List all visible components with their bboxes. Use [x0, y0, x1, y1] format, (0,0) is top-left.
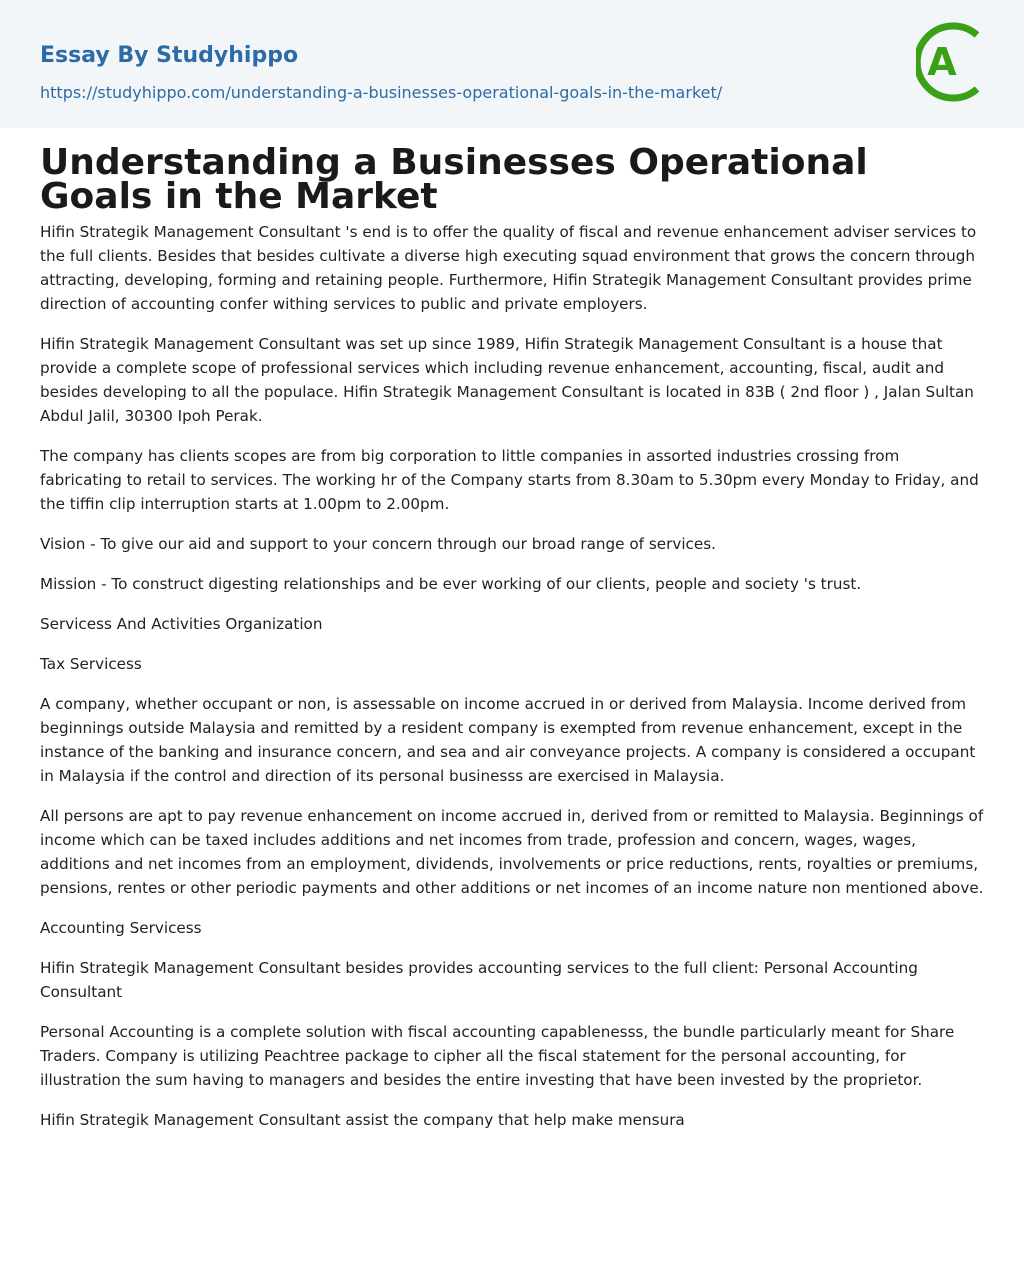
site-header: [0, 0, 1024, 128]
logo-letter: A: [927, 40, 957, 84]
mission-paragraph: Mission - To construct digesting relationships and be ever working of our clients, people and society 's trust.: [40, 575, 862, 593]
paragraph: Hifin Strategik Management Consultant 's end is to offer the quality of fiscal and revenue enhancement adviser services to the full clients. Besides that besides cultivate a diverse high executing squad environment that grows the concern through attracting, developing, forming and retaining people. Furthermore, Hifin Strategik Management Consultant provides prime direction of accounting confer withing services to public and private employers.: [40, 223, 977, 313]
paragraph: Hifin Strategik Management Consultant assist the company that help make mensura: [40, 1111, 685, 1129]
paragraph: All persons are apt to pay revenue enhancement on income accrued in, derived from or remitted to Malaysia. Beginnings of income which can be taxed includes additions and net incomes from trade, profession and concern, wages, wages, additions and net incomes from an employment, dividends, involvements or price reductions, rents, royalties or premiums, pensions, rentes or other periodic payments and other additions or net incomes of an income nature non mentioned above.: [40, 807, 984, 897]
vision-paragraph: Vision - To give our aid and support to your concern through our broad range of services.: [40, 535, 716, 553]
paragraph: A company, whether occupant or non, is assessable on income accrued in or derived from Malaysia. Income derived from beginnings outside Malaysia and remitted by a resident company is exempted from revenue enhancement, except in the instance of the banking and insurance concern, and sea and air conveyance projects. A company is considered a occupant in Malaysia if the control and direction of its personal businesss are exercised in Malaysia.: [40, 695, 976, 785]
section-heading: Servicess And Activities Organization: [40, 615, 323, 633]
section-heading: Accounting Servicess: [40, 919, 202, 937]
paragraph: Personal Accounting is a complete solution with fiscal accounting capablenesss, the bundle particularly meant for Share Traders. Company is utilizing Peachtree package to cipher all the fiscal statement for the personal accounting, for illustration the sum having to managers and besides the entire investing that have been invested by the proprietor.: [40, 1023, 955, 1089]
article: [0, 128, 1024, 1132]
site-brand[interactable]: Essay By Studyhippo: [40, 43, 299, 68]
paragraph: The company has clients scopes are from big corporation to little companies in assorted industries crossing from fabricating to retail to services. The working hr of the Company starts from 8.30am to 5.30pm every Monday to Friday, and the tiffin clip interruption starts at 1.00pm to 2.00pm.: [40, 447, 979, 513]
page-url-link[interactable]: https://studyhippo.com/understanding-a-businesses-operational-goals-in-the-market/: [40, 83, 723, 102]
paragraph: Hifin Strategik Management Consultant was set up since 1989, Hifin Strategik Management Consultant is a house that provide a complete scope of professional services which including revenue enhancement, accounting, fiscal, audit and besides developing to all the populace. Hifin Strategik Management Consultant is located in 83B ( 2nd floor ) , Jalan Sultan Abdul Jalil, 30300 Ipoh Perak.: [40, 335, 974, 425]
article-title: Understanding a Businesses Operational Goals in the Market: [40, 142, 868, 217]
section-heading: Tax Servicess: [40, 655, 142, 673]
paragraph: Hifin Strategik Management Consultant besides provides accounting services to the full client: Personal Accounting Consultant: [40, 959, 918, 1001]
studyhippo-logo-icon[interactable]: [916, 18, 986, 106]
